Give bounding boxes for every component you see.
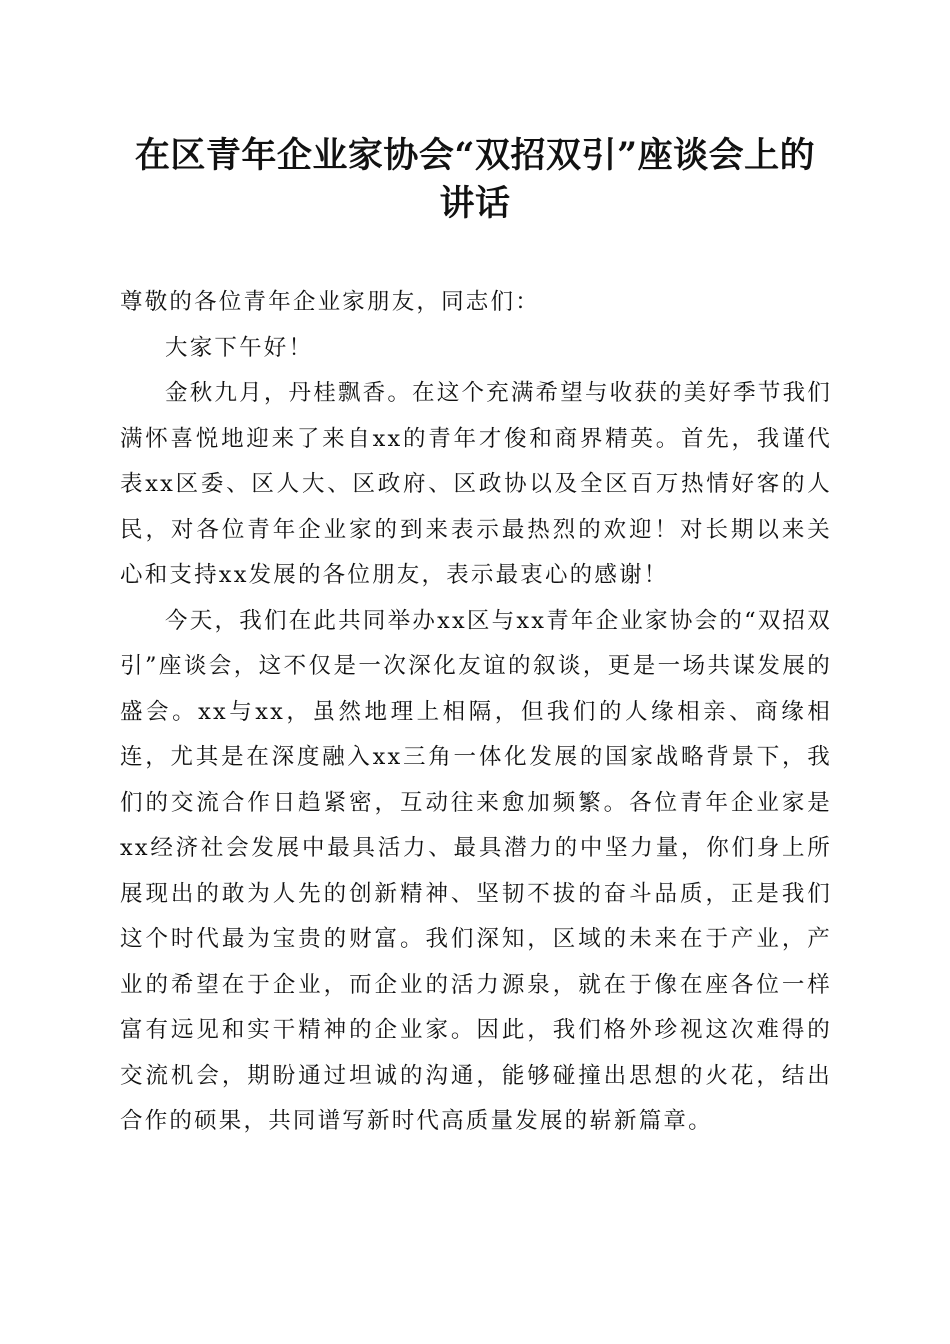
greeting: 大家下午好！ <box>165 334 314 361</box>
paragraph-2: 今天，我们在此共同举办xx区与xx青年企业家协会的“双招双引”座谈会，这不仅是一次深化友谊的叙谈，更是一场共谋发展的盛会。xx与xx，虽然地理上相隔，但我们的人缘相亲、商缘相连，尤其是在深度融入xx三角一体化发展的国家战略背景下，我们的交流合作日趋紧密，互动往来愈加频繁。各位青年企业家是xx经济社会发展中最具活力、最具潜力的中坚力量，你们身上所展现出的敢为人先的创新精神、坚韧不拔的奋斗品质，正是我们这个时代最为宝贵的财富。我们深知，区域的未来在于产业，产业的希望在于企业，而企业的活力源泉，就在于像在座各位一样富有远见和实干精神的企业家。因此，我们格外珍视这次难得的交流机会，期盼通过坦诚的沟通，能够碰撞出思想的火花，结出合作的硕果，共同谱写新时代高质量发展的崭新篇章。 <box>120 607 832 1134</box>
salutation: 尊敬的各位青年企业家朋友，同志们： <box>120 289 540 315</box>
title-line-1: 在区青年企业家协会“双招双引”座谈会上的 <box>134 135 816 176</box>
document-title <box>100 132 850 228</box>
title-line-2: 讲话 <box>439 183 511 224</box>
document-body <box>120 280 832 1145</box>
paragraph-1: 金秋九月，丹桂飘香。在这个充满希望与收获的美好季节我们满怀喜悦地迎来了来自xx的青年才俊和商界精英。首先，我谨代表xx区委、区人大、区政府、区政协以及全区百万热情好客的人民，对各位青年企业家的到来表示最热烈的欢迎！对长期以来关心和支持xx发展的各位朋友，表示最衷心的感谢！ <box>120 380 832 588</box>
